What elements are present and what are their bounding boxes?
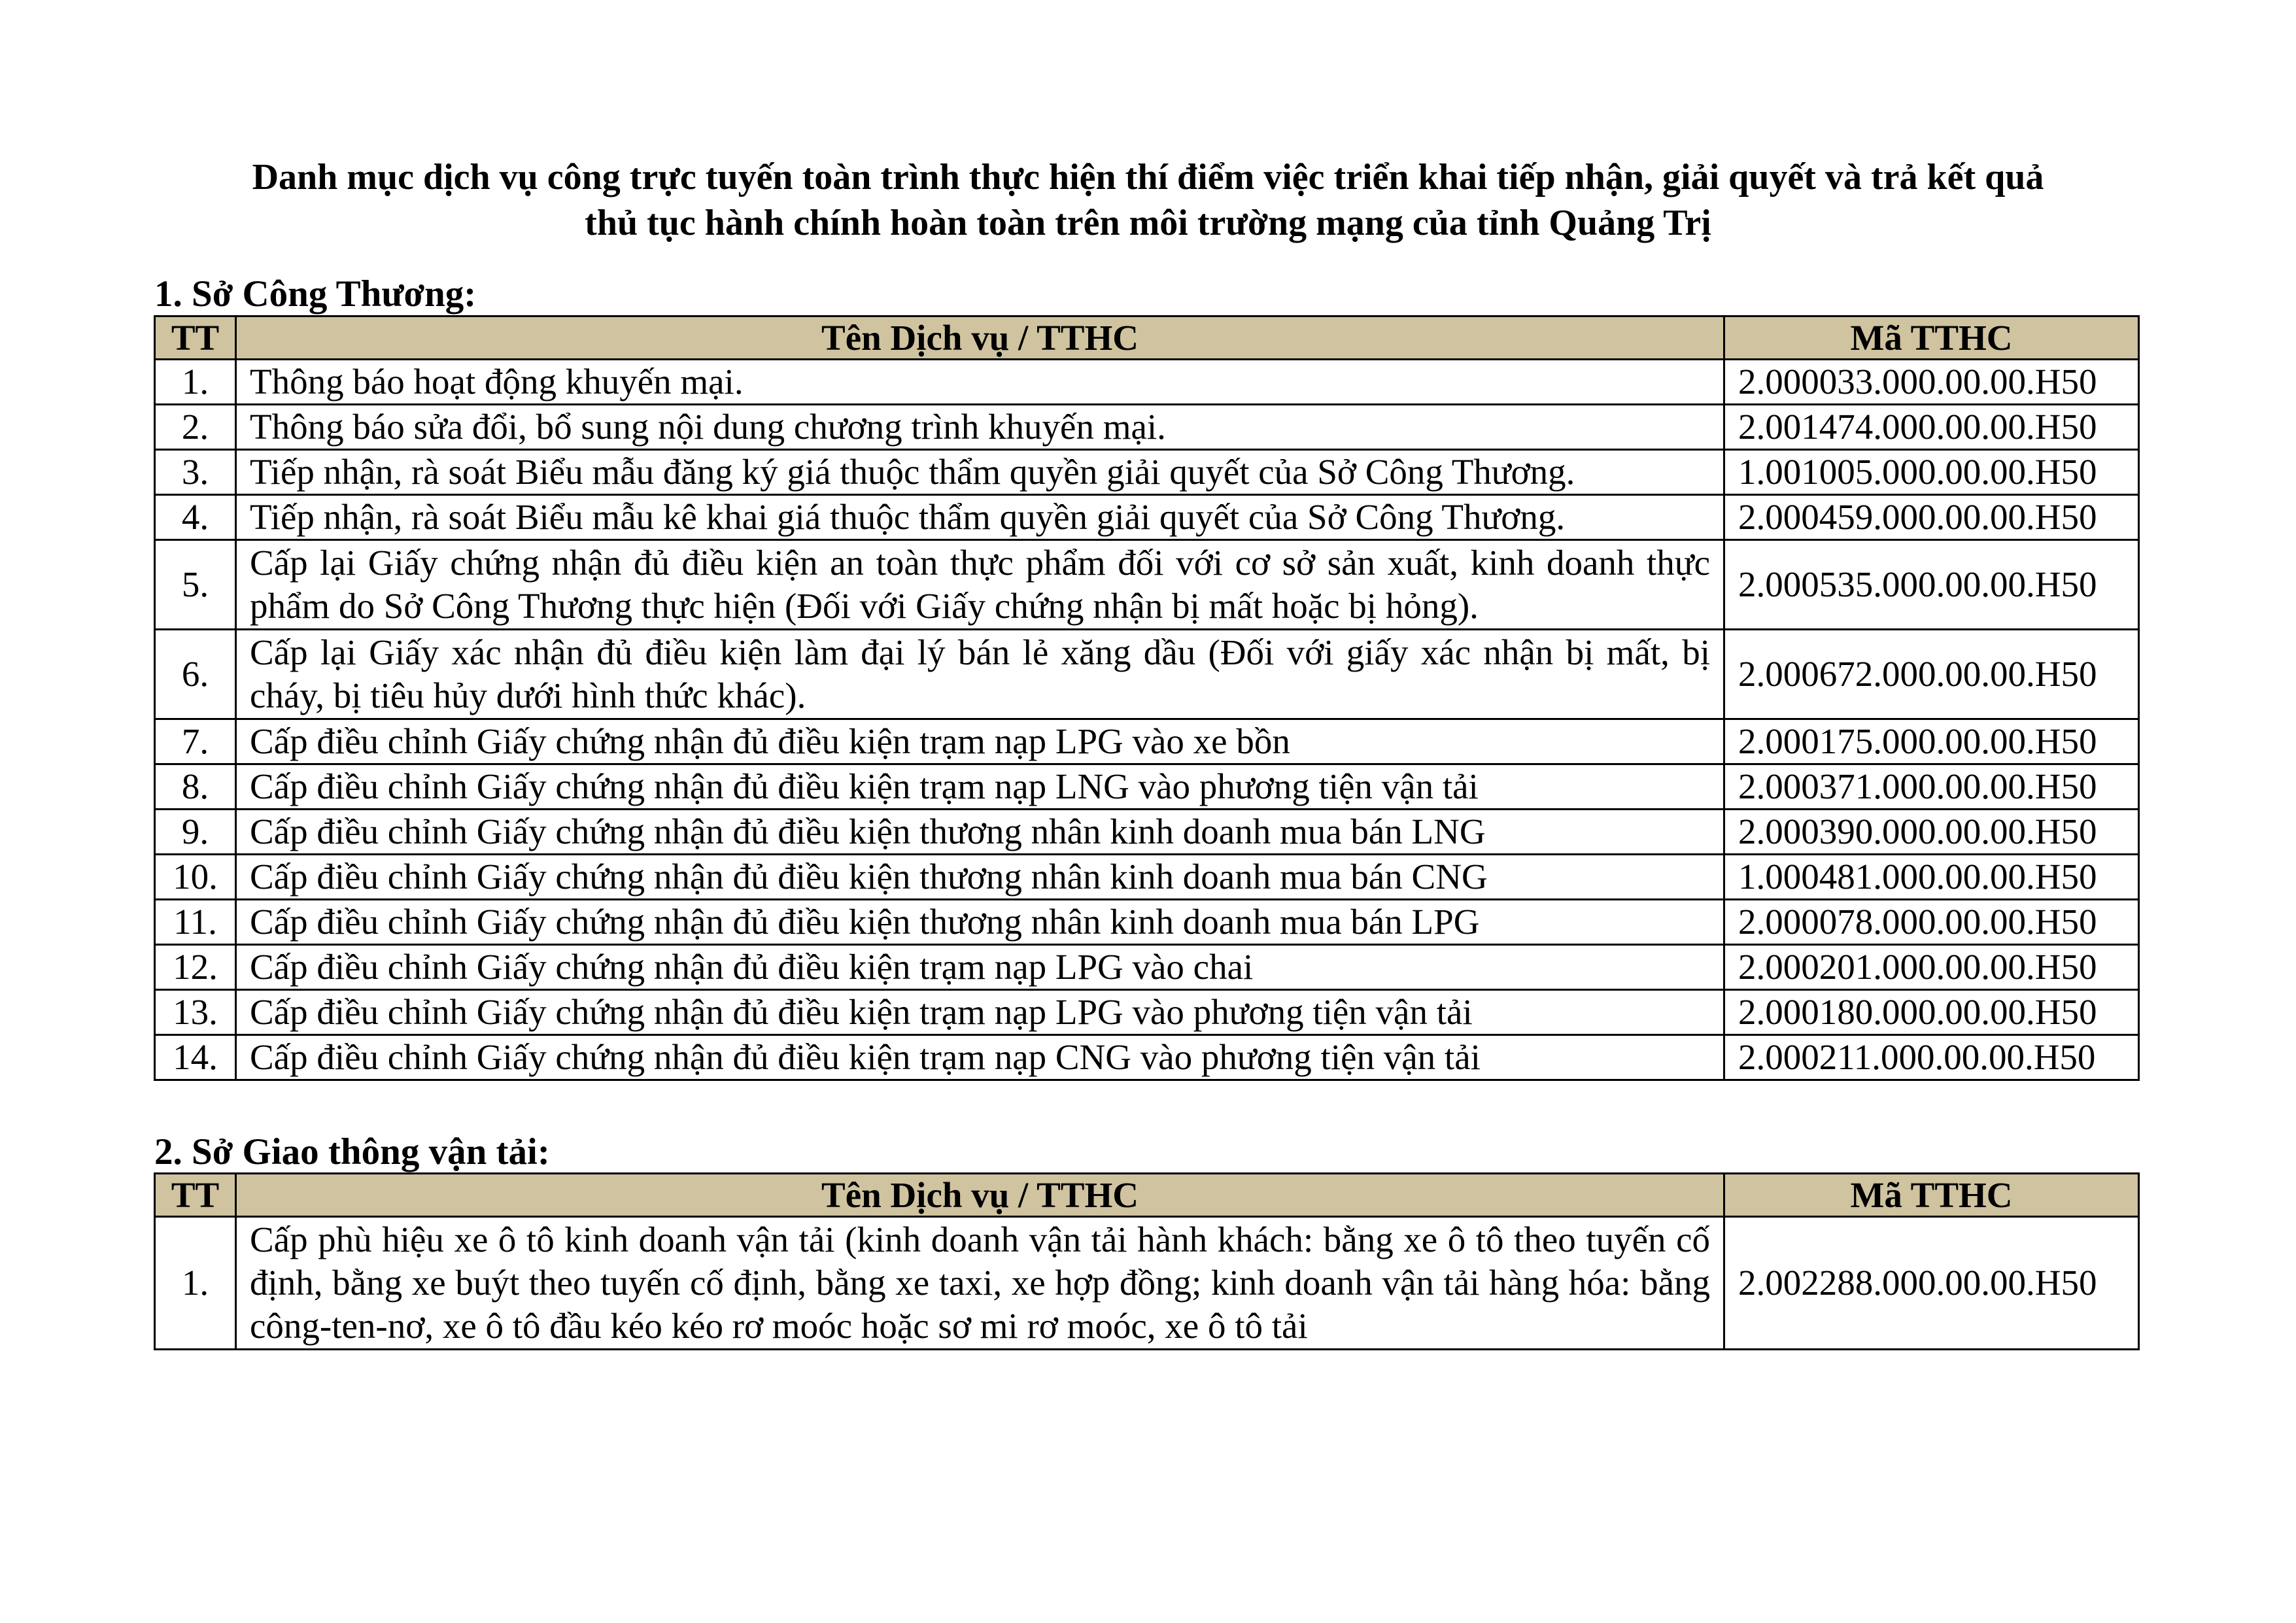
table-row — [155, 900, 2139, 945]
table-row — [155, 405, 2139, 450]
service-name: Cấp điều chỉnh Giấy chứng nhận đủ điều kiện thương nhân kinh doanh mua bán CNG — [236, 855, 1724, 900]
service-name: Tiếp nhận, rà soát Biểu mẫu kê khai giá thuộc thẩm quyền giải quyết của Sở Công Thương. — [236, 495, 1724, 540]
page-title — [154, 154, 2142, 246]
service-name: Thông báo sửa đổi, bổ sung nội dung chương trình khuyến mại. — [236, 405, 1724, 450]
row-number: 1. — [155, 360, 236, 405]
row-number: 8. — [155, 764, 236, 810]
table-row — [155, 1035, 2139, 1080]
row-number: 12. — [155, 945, 236, 990]
row-number: 9. — [155, 810, 236, 855]
table-row — [155, 945, 2139, 990]
row-number: 7. — [155, 719, 236, 764]
row-number: 4. — [155, 495, 236, 540]
service-code: 2.000390.000.00.00.H50 — [1724, 810, 2139, 855]
service-code: 2.000535.000.00.00.H50 — [1724, 540, 2139, 630]
table-row — [155, 990, 2139, 1035]
column-header-code: Mã TTHC — [1724, 1174, 2139, 1217]
service-code: 2.000201.000.00.00.H50 — [1724, 945, 2139, 990]
column-header-tt: TT — [155, 1174, 236, 1217]
service-name: Cấp điều chỉnh Giấy chứng nhận đủ điều kiện thương nhân kinh doanh mua bán LPG — [236, 900, 1724, 945]
table-row — [155, 540, 2139, 630]
service-name: Cấp điều chỉnh Giấy chứng nhận đủ điều kiện thương nhân kinh doanh mua bán LNG — [236, 810, 1724, 855]
title-line-2: thủ tục hành chính hoàn toàn trên môi trường mạng của tỉnh Quảng Trị — [585, 203, 1711, 243]
service-code: 2.000180.000.00.00.H50 — [1724, 990, 2139, 1035]
table-row — [155, 719, 2139, 764]
service-code: 2.000371.000.00.00.H50 — [1724, 764, 2139, 810]
service-code: 2.000459.000.00.00.H50 — [1724, 495, 2139, 540]
table-row — [155, 764, 2139, 810]
service-name: Cấp phù hiệu xe ô tô kinh doanh vận tải (kinh doanh vận tải hành khách: bằng xe ô tô theo tuyến cố định, bằng xe buýt theo tuyến cố định, bằng xe taxi, xe hợp đồng; kinh doanh vận tải hàng hóa: bằng công-ten-nơ, xe ô tô đầu kéo kéo rơ moóc hoặc sơ mi rơ moóc, xe ô tô tải — [236, 1217, 1724, 1350]
table-row — [155, 450, 2139, 495]
service-code: 1.001005.000.00.00.H50 — [1724, 450, 2139, 495]
service-code: 2.001474.000.00.00.H50 — [1724, 405, 2139, 450]
row-number: 14. — [155, 1035, 236, 1080]
table-cong-thuong — [154, 315, 2140, 1081]
column-header-name: Tên Dịch vụ / TTHC — [236, 316, 1724, 360]
service-code: 1.000481.000.00.00.H50 — [1724, 855, 2139, 900]
service-name: Cấp điều chỉnh Giấy chứng nhận đủ điều kiện trạm nạp LPG vào xe bồn — [236, 719, 1724, 764]
table-row — [155, 360, 2139, 405]
service-name: Cấp lại Giấy xác nhận đủ điều kiện làm đại lý bán lẻ xăng dầu (Đối với giấy xác nhận bị mất, bị cháy, bị tiêu hủy dưới hình thức khác). — [236, 630, 1724, 719]
column-header-tt: TT — [155, 316, 236, 360]
table-header-row — [155, 1174, 2139, 1217]
service-code: 2.000175.000.00.00.H50 — [1724, 719, 2139, 764]
table-row — [155, 1217, 2139, 1350]
service-code: 2.000078.000.00.00.H50 — [1724, 900, 2139, 945]
table-row — [155, 810, 2139, 855]
section-heading-cong-thuong: 1. Sở Công Thương: — [154, 273, 477, 315]
row-number: 6. — [155, 630, 236, 719]
section-heading-giao-thong-van-tai: 2. Sở Giao thông vận tải: — [154, 1131, 550, 1172]
table-row — [155, 855, 2139, 900]
service-name: Cấp điều chỉnh Giấy chứng nhận đủ điều kiện trạm nạp CNG vào phương tiện vận tải — [236, 1035, 1724, 1080]
row-number: 11. — [155, 900, 236, 945]
column-header-code: Mã TTHC — [1724, 316, 2139, 360]
row-number: 3. — [155, 450, 236, 495]
service-name: Thông báo hoạt động khuyến mại. — [236, 360, 1724, 405]
row-number: 5. — [155, 540, 236, 630]
service-code: 2.002288.000.00.00.H50 — [1724, 1217, 2139, 1350]
service-name: Cấp điều chỉnh Giấy chứng nhận đủ điều kiện trạm nạp LPG vào chai — [236, 945, 1724, 990]
table-giao-thong-van-tai — [154, 1172, 2140, 1350]
row-number: 10. — [155, 855, 236, 900]
table-row — [155, 495, 2139, 540]
row-number: 1. — [155, 1217, 236, 1350]
service-code: 2.000033.000.00.00.H50 — [1724, 360, 2139, 405]
service-name: Cấp điều chỉnh Giấy chứng nhận đủ điều kiện trạm nạp LPG vào phương tiện vận tải — [236, 990, 1724, 1035]
service-name: Tiếp nhận, rà soát Biểu mẫu đăng ký giá thuộc thẩm quyền giải quyết của Sở Công Thương. — [236, 450, 1724, 495]
service-name: Cấp lại Giấy chứng nhận đủ điều kiện an toàn thực phẩm đối với cơ sở sản xuất, kinh doanh thực phẩm do Sở Công Thương thực hiện (Đối với Giấy chứng nhận bị mất hoặc bị hỏng). — [236, 540, 1724, 630]
row-number: 13. — [155, 990, 236, 1035]
title-line-1: Danh mục dịch vụ công trực tuyến toàn trình thực hiện thí điểm việc triển khai tiếp nhận, giải quyết và trả kết quả — [252, 157, 2044, 197]
table-row — [155, 630, 2139, 719]
service-name: Cấp điều chỉnh Giấy chứng nhận đủ điều kiện trạm nạp LNG vào phương tiện vận tải — [236, 764, 1724, 810]
table-header-row — [155, 316, 2139, 360]
column-header-name: Tên Dịch vụ / TTHC — [236, 1174, 1724, 1217]
service-code: 2.000211.000.00.00.H50 — [1724, 1035, 2139, 1080]
service-code: 2.000672.000.00.00.H50 — [1724, 630, 2139, 719]
row-number: 2. — [155, 405, 236, 450]
